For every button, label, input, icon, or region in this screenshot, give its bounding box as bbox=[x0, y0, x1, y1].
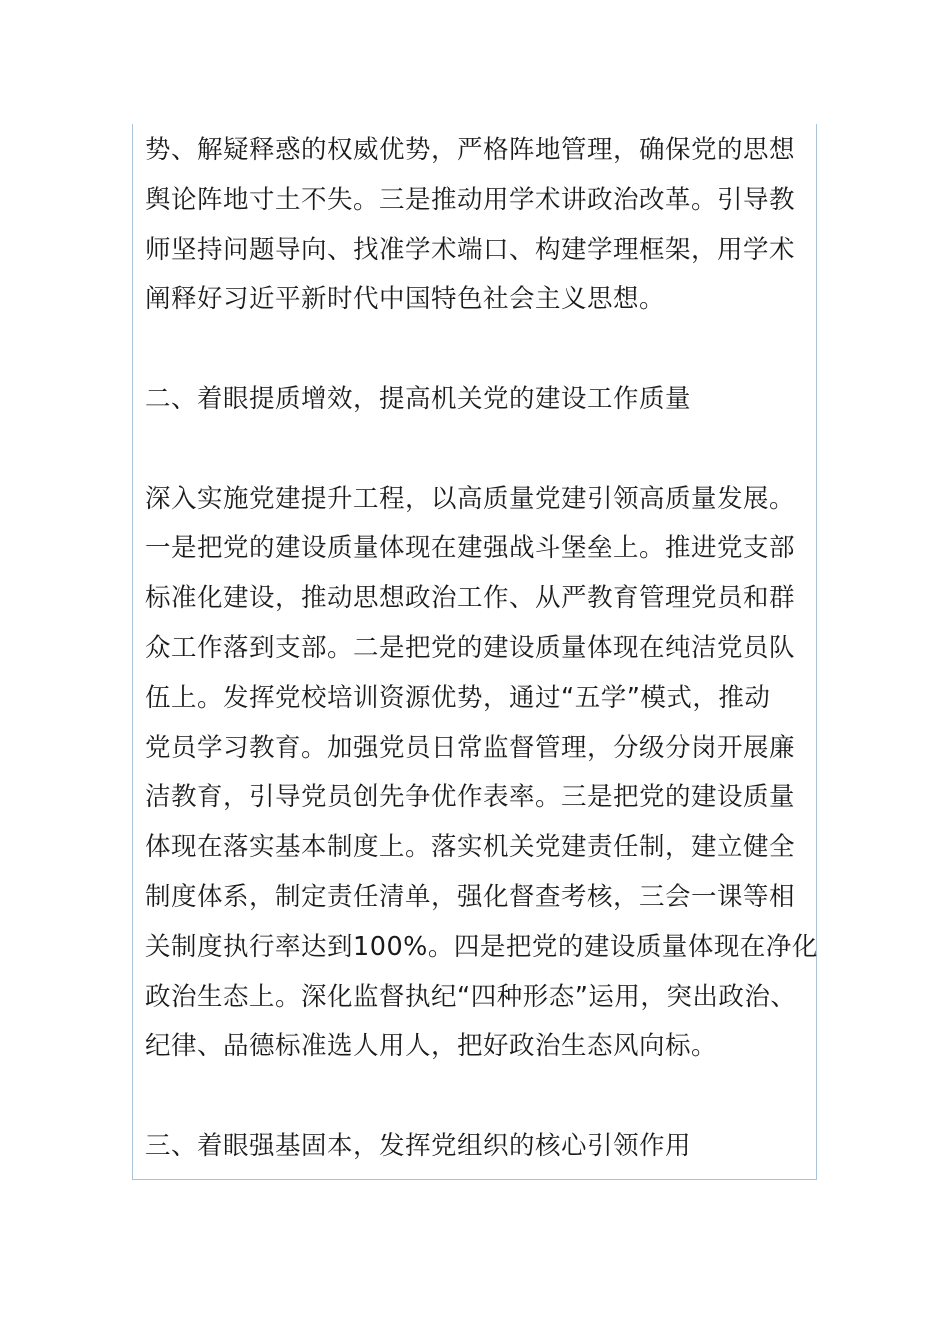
text-line: 党员学习教育。加强党员日常监督管理，分级分岗开展廉 bbox=[145, 732, 796, 763]
section-heading-2: 二、着眼提质增效，提高机关党的建设工作质量 bbox=[145, 383, 692, 414]
document-body bbox=[145, 126, 818, 1172]
text-line: 众工作落到支部。二是把党的建设质量体现在纯洁党员队 bbox=[145, 632, 796, 663]
text-line: 标准化建设，推动思想政治工作、从严教育管理党员和群 bbox=[145, 583, 796, 614]
text-line: 关制度执行率达到100%。四是把党的建设质量体现在净化 bbox=[145, 931, 818, 962]
text-line: 洁教育，引导党员创先争优作表率。三是把党的建设质量 bbox=[145, 782, 796, 813]
paragraph-1 bbox=[145, 126, 815, 325]
text-line: 深入实施党建提升工程，以高质量党建引领高质量发展。 bbox=[145, 483, 796, 514]
text-line: 体现在落实基本制度上。落实机关党建责任制，建立健全 bbox=[145, 832, 796, 863]
text-line: 纪律、品德标准选人用人，把好政治生态风向标。 bbox=[145, 1031, 718, 1062]
text-line: 势、解疑释惑的权威优势，严格阵地管理，确保党的思想 bbox=[145, 135, 796, 165]
text-line: 师坚持问题导向、找准学术端口、构建学理框架，用学术 bbox=[145, 234, 796, 265]
paragraph-spacer bbox=[145, 325, 815, 375]
paragraph-spacer bbox=[145, 425, 815, 475]
paragraph-2 bbox=[145, 475, 818, 1073]
text-line: 一是把党的建设质量体现在建强战斗堡垒上。推进党支部 bbox=[145, 533, 796, 564]
text-line: 制度体系，制定责任清单，强化督查考核，三会一课等相 bbox=[145, 881, 796, 912]
section-heading-3: 三、着眼强基固本，发挥党组织的核心引领作用 bbox=[145, 1130, 692, 1161]
text-line: 阐释好习近平新时代中国特色社会主义思想。 bbox=[145, 284, 666, 315]
text-line: 伍上。发挥党校培训资源优势，通过“五学”模式，推动 bbox=[145, 682, 771, 713]
paragraph-spacer bbox=[145, 1072, 815, 1122]
text-line: 舆论阵地寸土不失。三是推动用学术讲政治改革。引导教 bbox=[145, 184, 796, 215]
text-line: 政治生态上。深化监督执纪“四种形态”运用，突出政治、 bbox=[145, 981, 797, 1012]
